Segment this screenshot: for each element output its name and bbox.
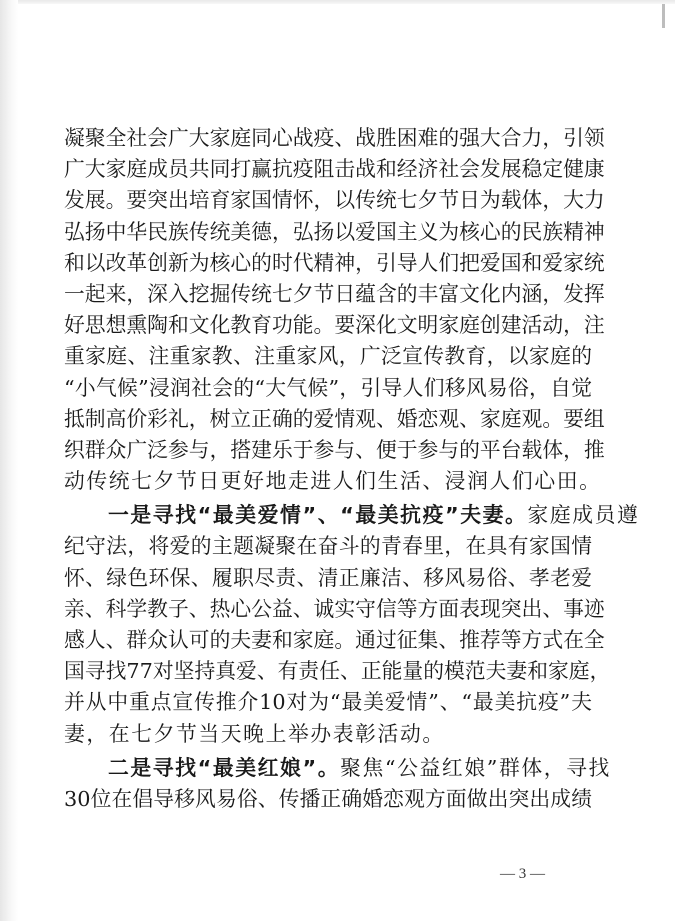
- body-text-line: 重家庭、注重家教、注重家风，广泛宣传教育，以家庭的: [64, 344, 592, 369]
- scan-corner-mark: [662, 4, 665, 28]
- body-text-line: 和以改革创新为核心的时代精神，引导人们把爱国和爱家统: [64, 250, 605, 275]
- body-text-line: 感人、群众认可的夫妻和家庭。通过征集、推荐等方式在全: [64, 628, 605, 652]
- body-text-line: 弘扬中华民族传统美德，弘扬以爱国主义为核心的民族精神: [64, 219, 605, 244]
- section-heading: 一是寻找“最美爱情”、“最美抗疫”夫妻。: [108, 503, 528, 528]
- body-text-line: 怀、绿色环保、履职尽责、清正廉洁、移风易俗、孝老爱: [64, 565, 592, 590]
- section-heading: 二是寻找“最美红娘”。: [108, 755, 341, 780]
- body-text-line: 30位在倡导移风易俗、传播正确婚恋观方面做出突出成绩: [64, 786, 592, 811]
- page-number: — 3 —: [500, 866, 545, 882]
- body-text-line: 动传统七夕节日更好地走进人们生活、浸润人们心田。: [64, 469, 602, 494]
- scan-edge-left: [0, 0, 18, 921]
- paragraph-first-line: [64, 753, 611, 784]
- body-text-line: 发展。要突出培育家国情怀，以传统七夕节日为载体，大力: [64, 188, 605, 213]
- body-text-line: 一起来，深入挖掘传统七夕节日蕴含的丰富文化内涵，发挥: [64, 281, 605, 306]
- paragraph-first-line: [64, 500, 640, 531]
- body-text-line: 亲、科学教子、热心公益、诚实守信等方面表现突出、事迹: [64, 596, 605, 621]
- body-text-line: 纪守法，将爱的主题凝聚在奋斗的青春里，在具有家国情: [64, 534, 592, 559]
- body-text-line: 广大家庭成员共同打赢抗疫阻击战和经济社会发展稳定健康: [64, 157, 605, 182]
- body-text-line: 织群众广泛参与，搭建乐于参与、便于参与的平台载体，推: [64, 437, 605, 462]
- body-text-line: 好思想熏陶和文化教育功能。要深化文明家庭创建活动，注: [64, 313, 605, 338]
- body-text-span: 家庭成员遵: [527, 503, 640, 528]
- body-text-line: “小气候”浸润社会的“大气候”，引导人们移风易俗，自觉: [64, 375, 592, 400]
- body-text-line: 国寻找77对坚持真爱、有责任、正能量的模范夫妻和家庭，: [64, 659, 611, 684]
- body-text-line: 抵制高价彩礼，树立正确的爱情观、婚恋观、家庭观。要组: [64, 406, 605, 431]
- body-text-line: 并从中重点宣传推介10对为“最美爱情”、“最美抗疫”夫: [64, 690, 592, 715]
- document-body: [64, 123, 640, 815]
- body-text-line: 凝聚全社会广大家庭同心战疫、战胜困难的强大合力，引领: [64, 126, 605, 150]
- body-text-span: 聚焦“公益红娘”群体，寻找: [340, 755, 611, 780]
- body-text-line: 妻，在七夕节当天晚上举办表彰活动。: [64, 721, 445, 746]
